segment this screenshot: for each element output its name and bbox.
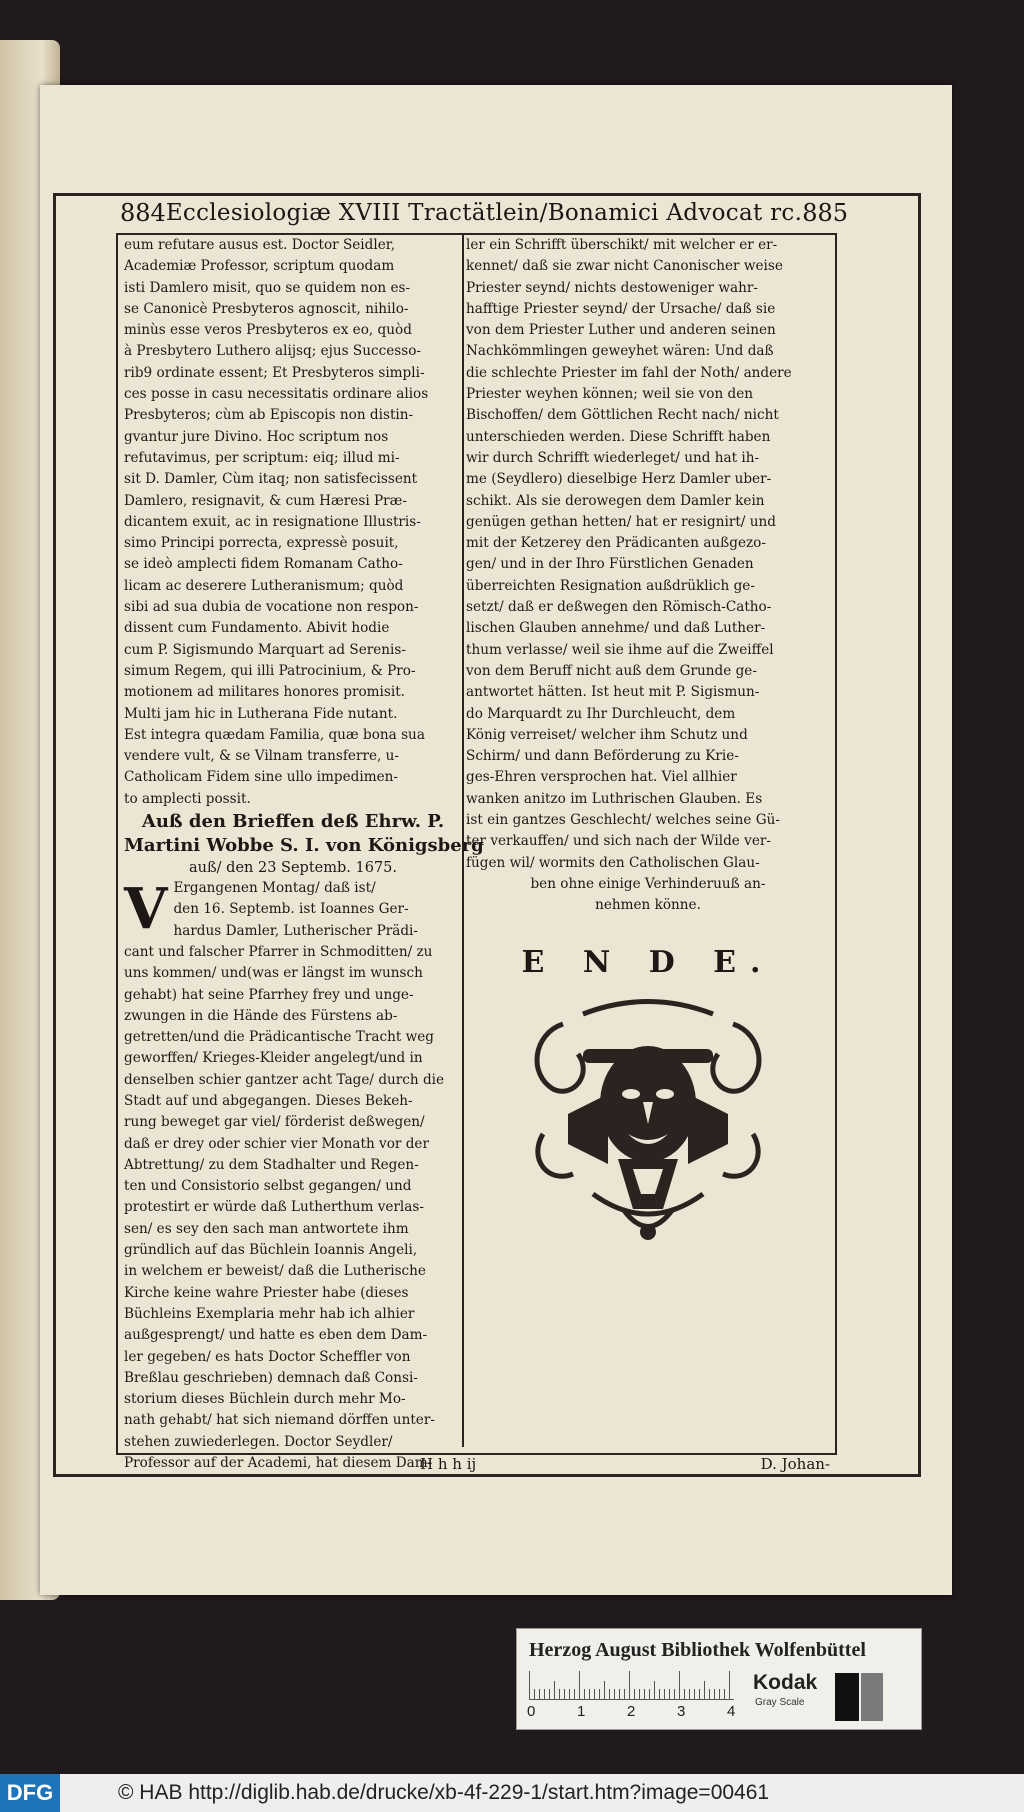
text-line: to amplecti possit. [124, 790, 251, 807]
ruler-tick [549, 1689, 550, 1699]
ruler-tick [664, 1689, 665, 1699]
text-line: rib9 ordinate essent; Et Presbyteros simpli- [124, 364, 425, 381]
text-line: antwortet hätten. Ist heut mit P. Sigismun- [466, 684, 760, 701]
ruler-tick [614, 1689, 615, 1699]
header-title: Ecclesiologiæ XVIII Tractätlein/Bonamici Advocat rc. [165, 200, 803, 226]
scale-ruler [529, 1669, 734, 1700]
text-line: hafftige Priester seynd/ der Ursache/ daß sie [466, 300, 776, 317]
text-line: Martini Wobbe S. I. von Königsberg [124, 835, 484, 857]
ruler-tick [679, 1671, 680, 1699]
text-line: ten und Consistorio selbst gegangen/ und [124, 1178, 412, 1195]
text-line: minùs esse veros Presbyteros ex eo, quòd [124, 322, 412, 339]
text-line: Damlero, resignavit, & cum Hæresi Præ- [124, 492, 408, 509]
text-line: nath gehabt/ hat sich niemand dörffen unter- [124, 1412, 435, 1429]
scale-numbers [527, 1703, 747, 1721]
text-line: licam ac deserere Lutheranismum; quòd [124, 577, 404, 594]
page-number-left: 884 [120, 199, 166, 227]
text-line: simum Regem, qui illi Patrocinium, & Pro- [124, 662, 416, 679]
ruler-tick [649, 1689, 650, 1699]
text-line: überreichten Resignation außdrüklich ge- [466, 577, 755, 594]
text-line: rung beweget gar viel/ förderist deßwegen/ [124, 1114, 425, 1131]
text-line: setzt/ daß er deßwegen den Römisch-Catho- [466, 599, 772, 616]
text-line: gen/ und in der Ihro Fürstlichen Genaden [466, 556, 754, 573]
text-line: Stadt auf und abgegangen. Dieses Bekeh- [124, 1092, 413, 1109]
ruler-tick [729, 1671, 730, 1699]
text-line: denselben schier gantzer acht Tage/ durch die [124, 1071, 445, 1088]
text-line: Ergangenen Montag/ daß ist/ [173, 880, 376, 897]
ruler-tick [689, 1689, 690, 1699]
ruler-tick [654, 1681, 655, 1699]
latin-text [124, 235, 462, 810]
ruler-tick [539, 1689, 540, 1699]
letter-heading [124, 810, 484, 878]
ruler-tick [559, 1689, 560, 1699]
text-line: Priester seynd/ nichts destoweniger wahr- [466, 279, 758, 296]
bottom-bar [0, 1774, 1024, 1812]
ruler-tick [589, 1689, 590, 1699]
ornament-mask-icon [523, 994, 773, 1244]
ruler-tick [584, 1689, 585, 1699]
text-line: wanken anitzo im Luthrischen Glauben. Es [466, 790, 763, 807]
ruler-tick [629, 1671, 630, 1699]
text-line: ges-Ehren versprochen hat. Viel allhier [466, 769, 737, 786]
text-line: von dem Priester Luther und anderen seinen [466, 322, 776, 339]
text-line: geworffen/ Krieges-Kleider angelegt/und in [124, 1050, 423, 1067]
text-line: schikt. Als sie derowegen dem Damler kein [466, 492, 765, 509]
text-line: Nachkömmlingen geweyhet wären: Und daß [466, 343, 774, 360]
ruler-tick [709, 1689, 710, 1699]
text-line: refutavimus, per scriptum: eiq; illud mi- [124, 449, 400, 466]
gray-patch [861, 1673, 883, 1721]
ruler-tick [529, 1671, 530, 1699]
text-line: Priester weyhen können; weil sie von den [466, 386, 754, 403]
right-column [466, 235, 830, 1443]
text-line: daß er drey oder schier vier Monath vor der [124, 1135, 429, 1152]
text-line: Bischoffen/ dem Göttlichen Recht nach/ nicht [466, 407, 779, 424]
scale-number: 0 [527, 1703, 536, 1720]
copyright-link[interactable]: © HAB http://diglib.hab.de/drucke/xb-4f-229-1/start.htm?image=00461 [118, 1781, 770, 1804]
text-line: ler gegeben/ es hats Doctor Scheffler von [124, 1348, 411, 1365]
closing-text [466, 874, 830, 917]
ruler-tick [619, 1689, 620, 1699]
text-line: isti Damlero misit, quo se quidem non es- [124, 279, 411, 296]
text-line: cant und falscher Pfarrer in Schmoditten/ zu [124, 943, 433, 960]
ruler-tick [674, 1689, 675, 1699]
text-line: à Presbytero Luthero alijsq; ejus Successo- [124, 343, 422, 360]
text-line: gehabt) hat seine Pfarrhey frey und unge- [124, 986, 414, 1003]
text-line: motionem ad militares honores promisit. [124, 684, 405, 701]
signature-mark: H h h ij [420, 1455, 477, 1473]
ruler-tick [659, 1689, 660, 1699]
text-line: getretten/und die Prädicantische Tracht weg [124, 1029, 435, 1046]
page-number-right: 885 [802, 199, 849, 227]
text-line: me (Seydlero) dieselbige Herz Damler uber- [466, 471, 772, 488]
text-line: eum refutare ausus est. Doctor Seidler, [124, 237, 396, 253]
text-line: unterschieden werden. Diese Schrifft haben [466, 428, 771, 445]
running-header [120, 197, 849, 229]
text-line: wir durch Schrifft wiederleget/ und hat ih- [466, 449, 760, 466]
text-line: kennet/ daß sie zwar nicht Canonischer weise [466, 258, 783, 275]
ruler-tick [609, 1689, 610, 1699]
ende-title: E N D E. [521, 944, 775, 980]
scale-number: 1 [577, 1703, 586, 1720]
text-line: ist ein gantzes Geschlecht/ welches seine Gü- [466, 812, 780, 829]
text-line: sen/ es sey den sach man antwortete ihm [124, 1220, 409, 1237]
text-line: Est integra quædam Familia, quæ bona sua [124, 726, 425, 743]
text-line: sit D. Damler, Cùm itaq; non satisfecissent [124, 471, 418, 488]
text-line: simo Principi porrecta, expressè posuit, [124, 535, 399, 552]
ruler-tick [684, 1689, 685, 1699]
text-line: von dem Beruff nicht auß dem Grunde ge- [466, 662, 757, 679]
text-line: Professor auf der Academi, hat diesem Dam- [124, 1455, 433, 1472]
text-line: Büchleins Exemplaria mehr hab ich alhier [124, 1305, 415, 1322]
text-line: Presbyteros; cùm ab Episcopis non distin- [124, 407, 414, 424]
ruler-tick [634, 1689, 635, 1699]
german-text [124, 878, 462, 1474]
text-line: Schirm/ und dann Beförderung zu Krie- [466, 748, 739, 765]
text-line: außgesprengt/ und hatte es eben dem Dam- [124, 1327, 428, 1344]
text-line: in welchem er beweist/ daß die Lutherische [124, 1263, 426, 1280]
black-patch [835, 1673, 859, 1721]
ruler-tick [544, 1689, 545, 1699]
text-line: ces posse in casu necessitatis ordinare alios [124, 386, 429, 403]
text-line: zwungen in die Hände des Fürstens ab- [124, 1007, 398, 1024]
text-line: gvantur jure Divino. Hoc scriptum nos [124, 428, 389, 445]
ruler-tick [599, 1689, 600, 1699]
drop-cap: V [124, 876, 168, 943]
text-line: stehen zuwiederlegen. Doctor Seydler/ [124, 1433, 393, 1450]
ruler-tick [714, 1689, 715, 1699]
text-line: protestirt er würde daß Lutherthum verlas- [124, 1199, 424, 1216]
text-line: vendere vult, & se Vilnam transferre, u- [124, 748, 399, 765]
target-title: Herzog August Bibliothek Wolfenbüttel [529, 1639, 866, 1661]
ruler-tick [719, 1689, 720, 1699]
text-line: gründlich auf das Büchlein Ioannis Angeli, [124, 1242, 418, 1259]
text-line: dissent cum Fundamento. Abivit hodie [124, 620, 390, 637]
text-line: thum verlasse/ weil sie ihme auf die Zweiffel [466, 641, 774, 658]
scale-number: 4 [727, 1703, 736, 1720]
ruler-tick [564, 1689, 565, 1699]
page-footer [120, 1455, 830, 1479]
ruler-tick [644, 1689, 645, 1699]
text-line: storium dieses Büchlein durch mehr Mo- [124, 1391, 406, 1408]
text-line: cum P. Sigismundo Marquart ad Serenis- [124, 641, 406, 658]
text-line: Academiæ Professor, scriptum quodam [124, 258, 395, 275]
scale-number: 2 [627, 1703, 636, 1720]
text-line: Auß den Brieffen deß Ehrw. P. [141, 811, 445, 833]
text-line: den 16. Septemb. ist Ioannes Ger- [173, 901, 409, 918]
ruler-tick [569, 1689, 570, 1699]
text-line: ben ohne einige Verhinderuuß an- [530, 875, 766, 892]
ruler-tick [724, 1689, 725, 1699]
text-line: uns kommen/ und(was er längst im wunsch [124, 965, 423, 982]
ruler-tick [534, 1689, 535, 1699]
text-line: fügen wil/ wormits den Catholischen Glau- [466, 854, 760, 871]
text-line: ter verkauffen/ und sich nach der Wilde ver- [466, 833, 771, 850]
kodak-brand: Kodak [753, 1671, 818, 1694]
text-line: Kirche keine wahre Priester habe (dieses [124, 1284, 409, 1301]
text-line: Breßlau geschrieben) demnach daß Consi- [124, 1369, 418, 1386]
text-line: die schlechte Priester im fahl der Noth/ andere [466, 364, 792, 381]
ruler-tick [699, 1689, 700, 1699]
text-line: Catholicam Fidem sine ullo impedimen- [124, 769, 398, 786]
ruler-tick [669, 1689, 670, 1699]
ruler-tick [574, 1689, 575, 1699]
text-line: hardus Damler, Lutherischer Prädi- [173, 922, 418, 939]
text-line: ler ein Schrifft überschikt/ mit welcher er er- [466, 237, 778, 253]
color-target [516, 1628, 922, 1730]
text-line: mit der Ketzerey den Prädicanten außgezo- [466, 535, 766, 552]
text-line: genügen gethan hetten/ hat er resignirt/ und [466, 513, 776, 530]
catchword: D. Johan- [760, 1455, 830, 1473]
text-line: König verreiset/ welcher ihm Schutz und [466, 726, 748, 743]
text-line: auß/ den 23 Septemb. 1675. [189, 860, 397, 877]
text-line: dicantem exuit, ac in resignatione Illustris- [124, 513, 421, 530]
text-line: Abtrettung/ zu dem Stadhalter und Regen- [124, 1156, 419, 1173]
text-line: Multi jam hic in Lutherana Fide nutant. [124, 705, 398, 722]
gray-scale-label: Gray Scale [755, 1697, 805, 1708]
right-german-text [466, 235, 830, 874]
ruler-tick [639, 1689, 640, 1699]
scale-number: 3 [677, 1703, 686, 1720]
text-line: lischen Glauben annehme/ und daß Luther- [466, 620, 766, 637]
ruler-tick [594, 1689, 595, 1699]
ruler-tick [624, 1689, 625, 1699]
text-line: se ideò amplecti fidem Romanam Catho- [124, 556, 403, 573]
ruler-tick [554, 1681, 555, 1699]
ruler-tick [579, 1671, 580, 1699]
text-line: do Marquardt zu Ihr Durchleucht, dem [466, 705, 736, 722]
ruler-tick [694, 1689, 695, 1699]
text-line: se Canonicè Presbyteros agnoscit, nihilo- [124, 300, 409, 317]
ruler-tick [604, 1681, 605, 1699]
ruler-tick [704, 1681, 705, 1699]
text-line: nehmen könne. [595, 897, 701, 914]
text-line: sibi ad sua dubia de vocatione non respon- [124, 599, 419, 616]
dfg-logo: DFG [0, 1774, 60, 1812]
